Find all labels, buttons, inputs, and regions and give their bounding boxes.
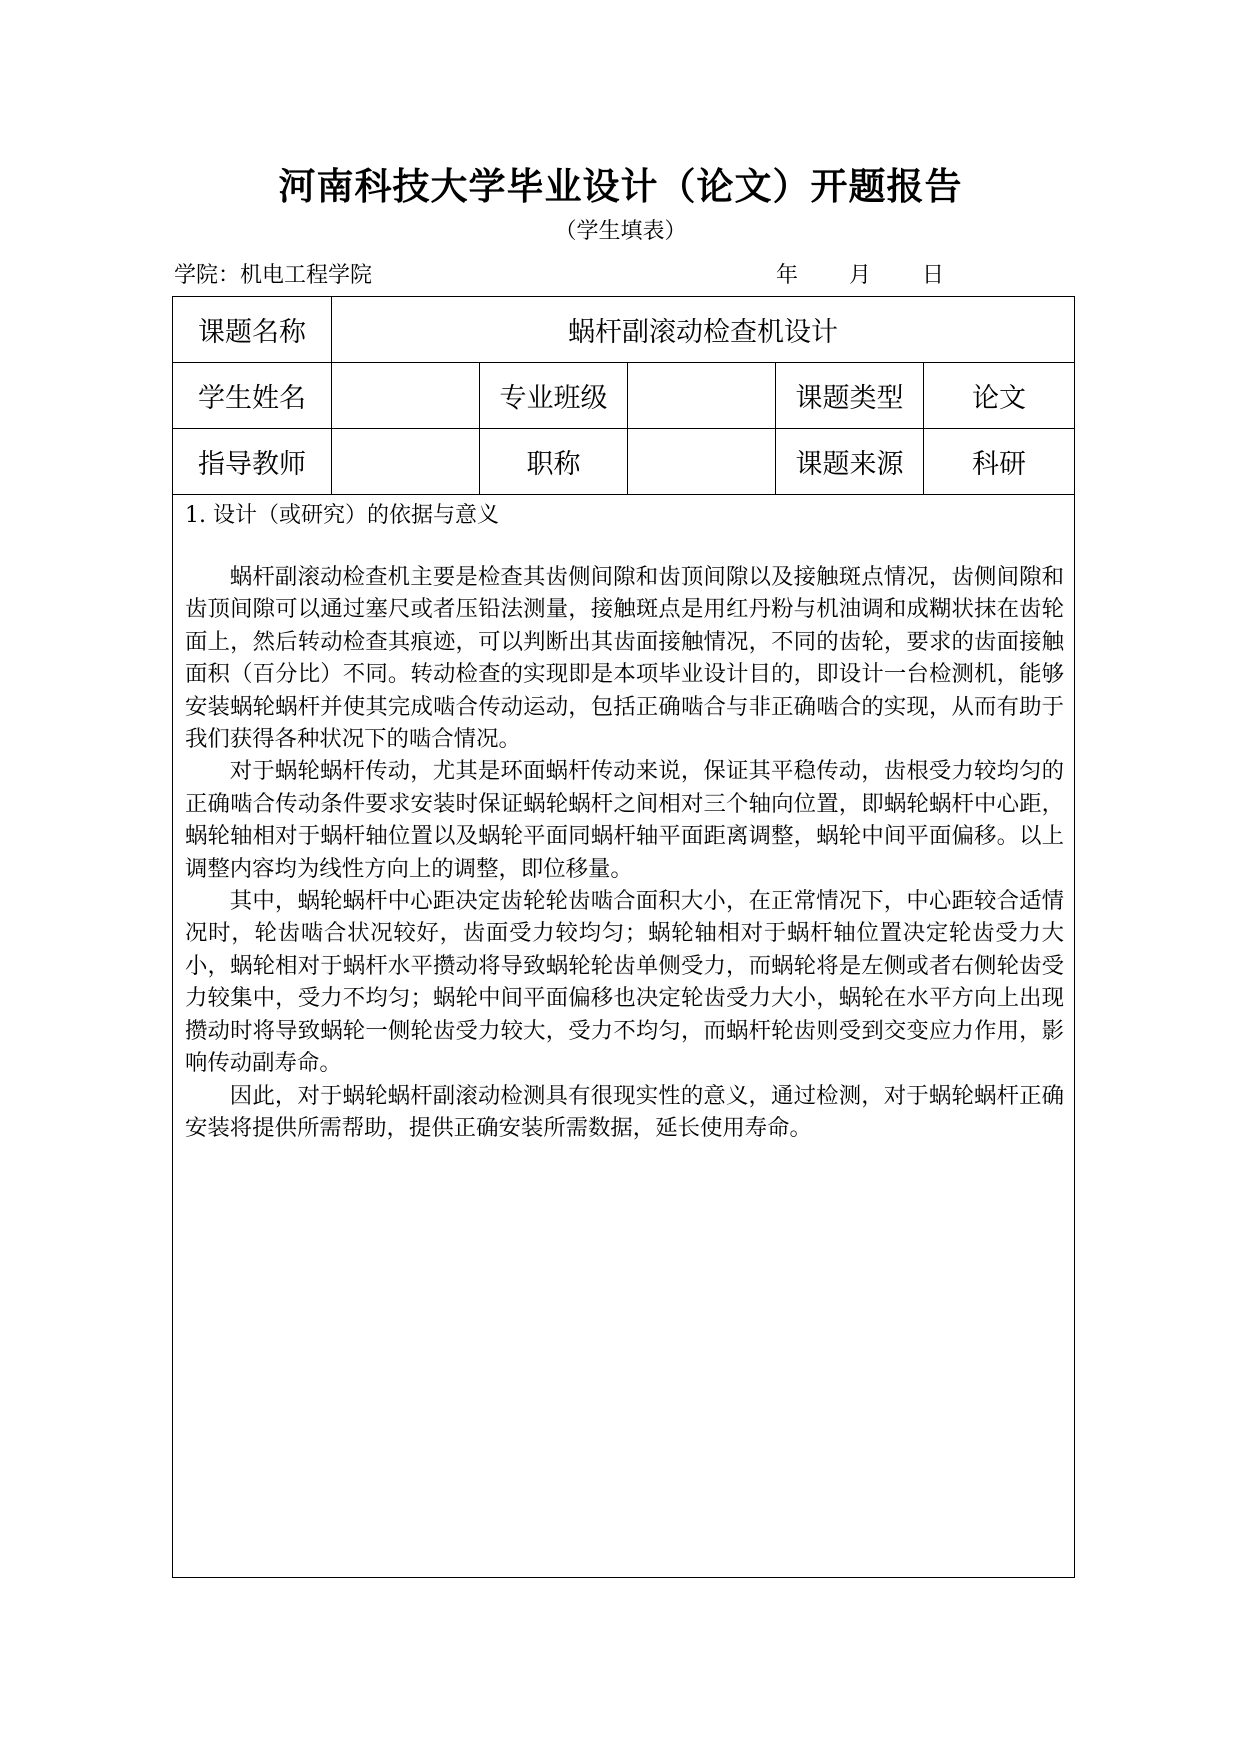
paragraph: 对于蜗轮蜗杆传动，尤其是环面蜗杆传动来说，保证其平稳传动，齿根受力较均匀的正确啮合传动条件要求安装时保证蜗轮蜗杆之间相对三个轴向位置，即蜗轮蜗杆中心距，蜗轮轴相对于蜗杆轴位置以及蜗轮平面同蜗杆轴平面距离调整，蜗轮中间平面偏移。以上调整内容均为线性方向上的调整，即位移量。 xyxy=(185,758,1065,882)
advisor-value xyxy=(332,429,480,495)
advisor-label: 指导教师 xyxy=(173,429,332,495)
report-form-table xyxy=(172,296,1075,1578)
topic-value: 蜗杆副滚动检查机设计 xyxy=(332,297,1075,363)
topic-type-value: 论文 xyxy=(924,363,1075,429)
date-day: 日 xyxy=(922,263,945,288)
topic-source-label: 课题来源 xyxy=(776,429,924,495)
page-title: 河南科技大学毕业设计（论文）开题报告 xyxy=(278,165,963,208)
page-subtitle: （学生填表） xyxy=(554,219,687,244)
topic-source-value: 科研 xyxy=(924,429,1075,495)
section-heading: 1. 设计（或研究）的依据与意义 xyxy=(185,503,499,528)
content-row xyxy=(173,495,1075,1578)
date-year: 年 xyxy=(776,263,799,288)
date-month: 月 xyxy=(849,263,872,288)
college-label: 学院：机电工程学院 xyxy=(174,263,373,288)
rank-value xyxy=(628,429,776,495)
topic-row xyxy=(173,297,1075,363)
advisor-row xyxy=(173,429,1075,495)
section-body xyxy=(185,561,1064,1144)
paragraph: 蜗杆副滚动检查机主要是检查其齿侧间隙和齿顶间隙以及接触斑点情况，齿侧间隙和齿顶间隙可以通过塞尺或者压铅法测量，接触斑点是用红丹粉与机油调和成糊状抹在齿轮面上，然后转动检查其痕迹，可以判断出其齿面接触情况，不同的齿轮，要求的齿面接触面积（百分比）不同。转动检查的实现即是本项毕业设计目的，即设计一台检测机，能够安装蜗轮蜗杆并使其完成啮合传动运动，包括正确啮合与非正确啮合的实现，从而有助于我们获得各种状况下的啮合情况。 xyxy=(185,564,1065,753)
student-name-label: 学生姓名 xyxy=(173,363,332,429)
class-value xyxy=(628,363,776,429)
student-name-value xyxy=(332,363,480,429)
paragraph: 因此，对于蜗轮蜗杆副滚动检测具有很现实性的意义，通过检测，对于蜗轮蜗杆正确安装将提供所需帮助，提供正确安装所需数据，延长使用寿命。 xyxy=(185,1082,1065,1141)
paragraph: 其中，蜗轮蜗杆中心距决定齿轮轮齿啮合面积大小，在正常情况下，中心距较合适情况时，轮齿啮合状况较好，齿面受力较均匀；蜗轮轴相对于蜗杆轴位置决定轮齿受力大小，蜗轮相对于蜗杆水平攒动将导致蜗轮轮齿单侧受力，而蜗轮将是左侧或者右侧轮齿受力较集中，受力不均匀；蜗轮中间平面偏移也决定轮齿受力大小，蜗轮在水平方向上出现攒动时将导致蜗轮一侧轮齿受力较大，受力不均匀，而蜗杆轮齿则受到交变应力作用，影响传动副寿命。 xyxy=(185,888,1065,1077)
date-line xyxy=(776,258,988,289)
rank-label: 职称 xyxy=(480,429,628,495)
content-cell xyxy=(173,495,1075,1578)
topic-type-label: 课题类型 xyxy=(776,363,924,429)
class-label: 专业班级 xyxy=(480,363,628,429)
topic-label: 课题名称 xyxy=(173,297,332,363)
student-row xyxy=(173,363,1075,429)
